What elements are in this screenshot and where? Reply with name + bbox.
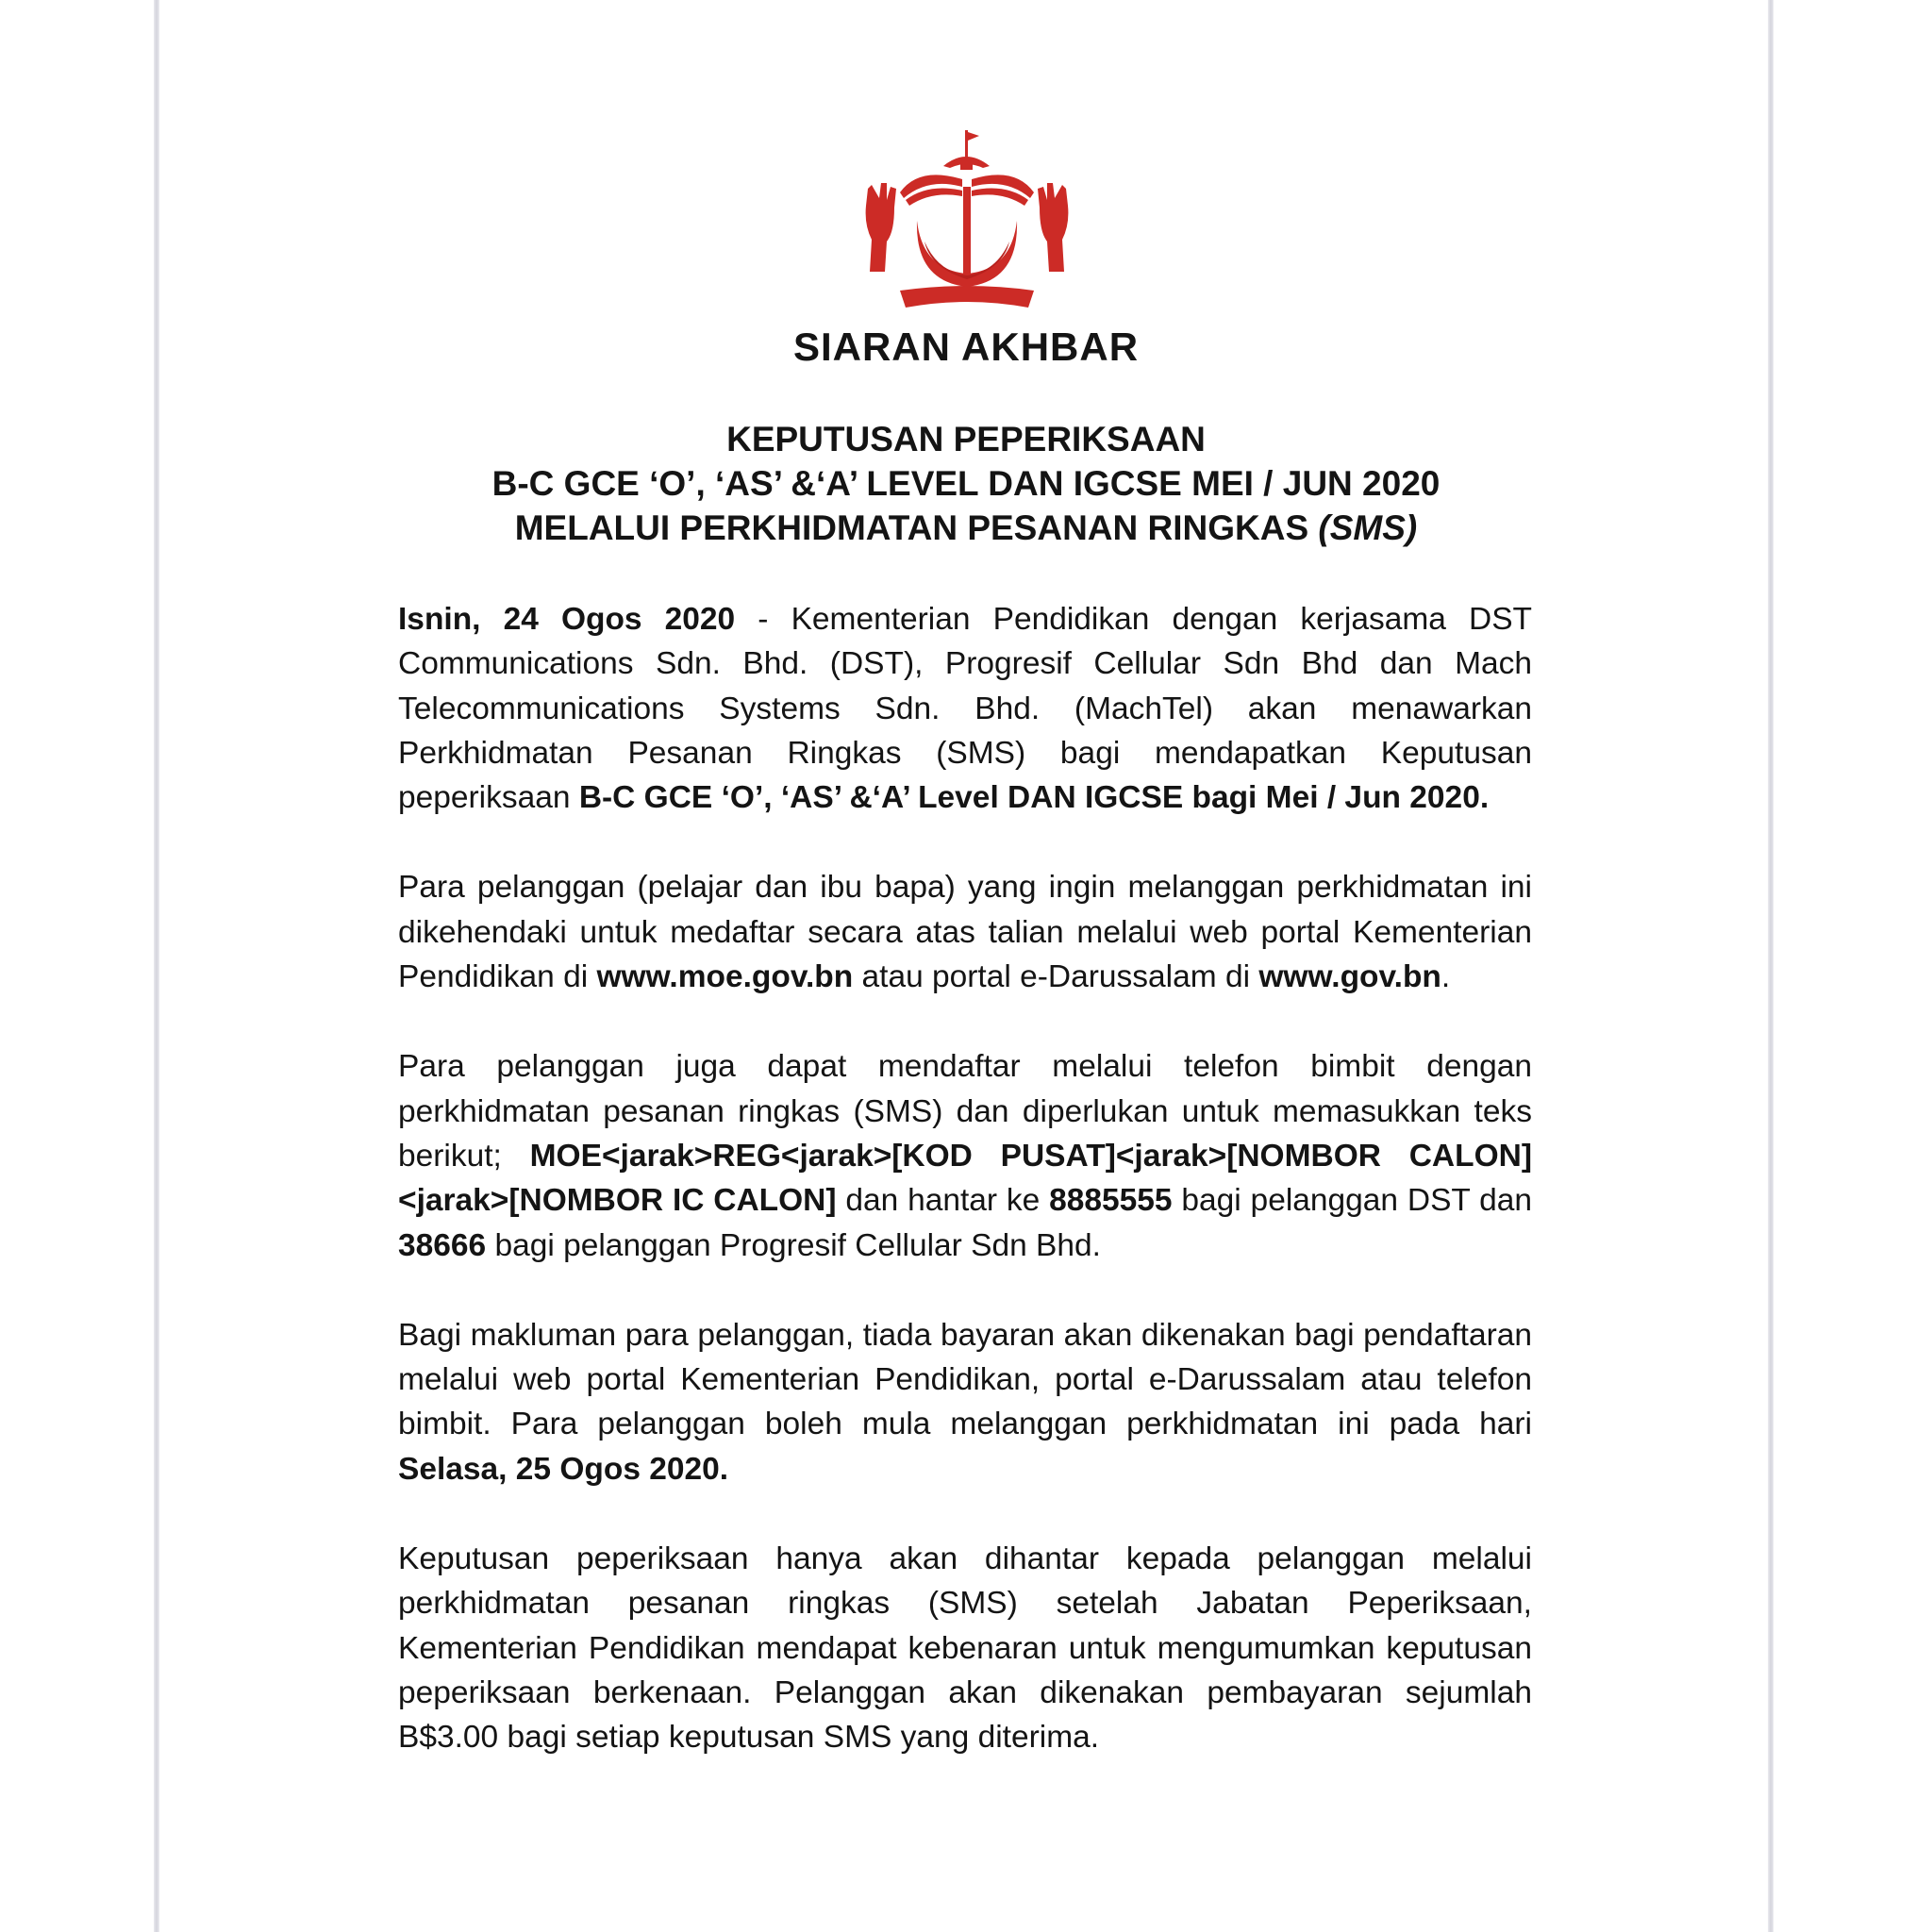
- start-date: Selasa, 25 Ogos 2020.: [398, 1451, 729, 1487]
- paragraph-2-text-c: .: [1441, 959, 1451, 995]
- headline-line-3: [0, 506, 1932, 550]
- exam-name: B-C GCE ‘O’, ‘AS’ &‘A’ Level DAN IGCSE bagi Mei / Jun 2020.: [578, 780, 1490, 816]
- paragraph-3-text-d: bagi pelanggan Progresif Cellular Sdn Bhd.: [486, 1227, 1101, 1263]
- paragraph-2-text-b: atau portal e-Darussalam di: [853, 959, 1259, 995]
- headline-sms: (SMS): [1318, 508, 1418, 547]
- paragraph-2-text-a: Para pelanggan (pelajar dan ibu bapa) yang ingin melanggan perkhidmatan ini dikehendaki untuk medaftar secara atas talian melalui web portal Kementerian Pendidikan di: [398, 870, 1532, 995]
- paragraph-3: [398, 1044, 1532, 1267]
- paragraph-3-text-b: dan hantar ke: [836, 1183, 1050, 1219]
- paragraph-3-text-c: bagi pelanggan DST dan: [1172, 1183, 1532, 1219]
- dst-number: 8885555: [1049, 1183, 1173, 1219]
- press-release-body: [398, 597, 1532, 1806]
- headline-line-1: KEPUTUSAN PEPERIKSAAN: [726, 420, 1206, 458]
- paragraph-4: [398, 1313, 1532, 1491]
- release-date: Isnin, 24 Ogos 2020: [398, 602, 736, 637]
- moe-url: www.moe.gov.bn: [596, 959, 854, 995]
- sms-format: MOE<jarak>REG<jarak>[KOD PUSAT]<jarak>[NOMBOR CALON]<jarak>[NOMBOR IC CALON]: [398, 1138, 1532, 1219]
- headline-line-3-text: MELALUI PERKHIDMATAN PESANAN RINGKAS: [514, 508, 1319, 547]
- paragraph-2: [398, 865, 1532, 999]
- gov-url: www.gov.bn: [1258, 959, 1441, 995]
- press-release-title: SIARAN AKHBAR: [792, 325, 1140, 369]
- page-edge-right: [1768, 0, 1774, 1932]
- progresif-number: 38666: [398, 1227, 487, 1263]
- paragraph-5: Keputusan peperiksaan hanya akan dihantar kepada pelanggan melalui perkhidmatan pesanan ringkas (SMS) setelah Jabatan Peperiksaan, Kementerian Pendidikan mendapat kebenaran untuk mengumumkan keputusan peperiksaan berkenaan. Pelanggan akan dikenakan pembayaran sejumlah B$3.00 bagi setiap keputusan SMS yang diterima.: [398, 1541, 1532, 1756]
- paragraph-1: [398, 597, 1532, 820]
- brunei-crest-icon: [862, 130, 1072, 311]
- paragraph-1-text: - Kementerian Pendidikan dengan kerjasama DST Communications Sdn. Bhd. (DST), Progresif Cellular Sdn Bhd dan Mach Telecommunications Systems Sdn. Bhd. (MachTel) akan menawarkan Perkhidmatan Pesanan Ringkas (SMS) bagi mendapatkan Keputusan peperiksaan: [398, 602, 1532, 816]
- headline-line-2: B-C GCE ‘O’, ‘AS’ &‘A’ LEVEL DAN IGCSE MEI / JUN 2020: [491, 464, 1441, 503]
- paragraph-3-text-a: Para pelanggan juga dapat mendaftar melalui telefon bimbit dengan perkhidmatan pesanan ringkas (SMS) dan diperlukan untuk memasukkan teks berikut;: [398, 1049, 1532, 1174]
- paragraph-4-text: Bagi makluman para pelanggan, tiada bayaran akan dikenakan bagi pendaftaran melalui web portal Kementerian Pendidikan, portal e-Darussalam atau telefon bimbit. Para pelanggan boleh mula melanggan perkhidmatan ini pada hari: [398, 1317, 1532, 1442]
- headline: [0, 417, 1932, 550]
